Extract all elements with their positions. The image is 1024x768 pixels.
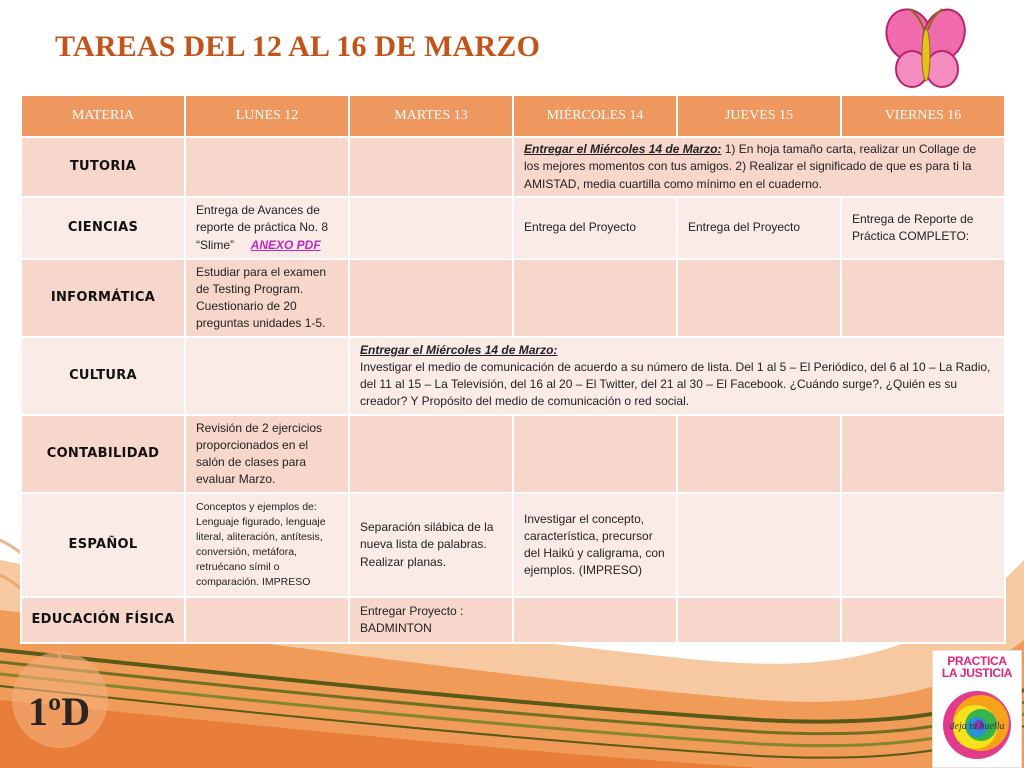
cell-empty — [349, 197, 513, 259]
logo-tagline: deja tu huella — [949, 721, 1005, 732]
group-label: 1ºD — [28, 689, 91, 734]
task-text: 1) En hoja tamaño carta, realizar un Collage de los mejores momentos con tus amigos. 2) Realizar el significado de que es para ti la AMISTAD, media cuartilla como mínimo en el cuaderno. — [524, 142, 977, 191]
cell-empty — [349, 415, 513, 493]
header-lunes: LUNES 12 — [185, 95, 349, 137]
cell-contabilidad-mon: Revisión de 2 ejercicios proporcionados en el salón de clases para evaluar Marzo. — [185, 415, 349, 493]
header-row — [21, 95, 1005, 137]
cell-empty — [513, 259, 677, 337]
subject-contabilidad: CONTABILIDAD — [21, 415, 185, 493]
cell-ciencias-fri: Entrega de Reporte de Práctica COMPLETO: — [841, 197, 1005, 259]
subject-ciencias: CIENCIAS — [21, 197, 185, 259]
cell-empty — [185, 337, 349, 415]
task-text: Investigar el medio de comunicación de acuerdo a su número de lista. Del 1 al 5 – El Periódico, del 6 al 10 – La Radio, del 11 al 15 – La Televisión, del 16 al 20 – El Twitter, del 21 al 30 – El Facebook. ¿Cuándo surge?, ¿Quién es su creador? Y Propósito del medio de comunicación o red social. — [360, 359, 991, 409]
row-informatica — [21, 259, 1005, 337]
cell-educacion-fisica-tue: Entregar Proyecto : BADMINTON — [349, 597, 513, 643]
anexo-pdf-link[interactable]: ANEXO PDF — [250, 237, 321, 252]
row-tutoria — [21, 137, 1005, 197]
cell-tutoria-wed-fri — [513, 137, 1005, 197]
subject-informatica: INFORMÁTICA — [21, 259, 185, 337]
header-viernes: VIERNES 16 — [841, 95, 1005, 137]
cell-empty — [349, 137, 513, 197]
cell-empty — [513, 415, 677, 493]
header-martes: MARTES 13 — [349, 95, 513, 137]
row-cultura — [21, 337, 1005, 415]
deadline-label: Entregar el Miércoles 14 de Marzo: — [360, 342, 558, 357]
cell-empty — [841, 493, 1005, 597]
cell-informatica-mon: Estudiar para el examen de Testing Program. Cuestionario de 20 preguntas unidades 1-5. — [185, 259, 349, 337]
row-ciencias — [21, 197, 1005, 259]
cell-ciencias-mon — [185, 197, 349, 259]
logo-line1: PRACTICA — [947, 654, 1007, 668]
cell-cultura-tue-fri — [349, 337, 1005, 415]
cell-ciencias-wed: Entrega del Proyecto — [513, 197, 677, 259]
logo-line2: LA JUSTICIA — [941, 666, 1013, 680]
cell-empty — [349, 259, 513, 337]
cell-empty — [677, 597, 841, 643]
cell-empty — [677, 493, 841, 597]
cell-empty — [677, 259, 841, 337]
cell-empty — [677, 415, 841, 493]
cell-espanol-wed: Investigar el concepto, característica, precursor del Haikú y caligrama, con ejemplos. (IMPRESO) — [513, 493, 677, 597]
subject-espanol: ESPAÑOL — [21, 493, 185, 597]
cell-empty — [841, 597, 1005, 643]
cell-empty — [513, 597, 677, 643]
deadline-label: Entregar el Miércoles 14 de Marzo: — [524, 142, 722, 157]
task-text: Entrega de Avances de reporte de práctica No. 8 “Slime” — [196, 203, 329, 252]
cell-ciencias-thu: Entrega del Proyecto — [677, 197, 841, 259]
subject-educacion-fisica: EDUCACIÓN FÍSICA — [21, 597, 185, 643]
header-miercoles: MIÉRCOLES 14 — [513, 95, 677, 137]
header-jueves: JUEVES 15 — [677, 95, 841, 137]
practica-la-justicia-logo — [932, 650, 1022, 768]
page-title: TAREAS DEL 12 AL 16 DE MARZO — [55, 30, 541, 63]
cell-empty — [841, 259, 1005, 337]
cell-empty — [185, 597, 349, 643]
cell-espanol-tue: Separación silábica de la nueva lista de palabras. Realizar planas. — [349, 493, 513, 597]
butterfly-icon — [884, 5, 968, 95]
subject-tutoria: TUTORIA — [21, 137, 185, 197]
row-contabilidad — [21, 415, 1005, 493]
cell-empty — [185, 137, 349, 197]
row-espanol — [21, 493, 1005, 597]
cell-empty — [841, 415, 1005, 493]
header-materia: MATERIA — [21, 95, 185, 137]
cell-espanol-mon: Conceptos y ejemplos de: Lenguaje figurado, lenguaje literal, aliteración, antítesis, conversión, metáfora, retruécano símil o comparación. IMPRESO — [185, 493, 349, 597]
row-educacion-fisica — [21, 597, 1005, 643]
homework-table — [20, 94, 1006, 644]
subject-cultura: CULTURA — [21, 337, 185, 415]
logo-text — [933, 655, 1021, 679]
